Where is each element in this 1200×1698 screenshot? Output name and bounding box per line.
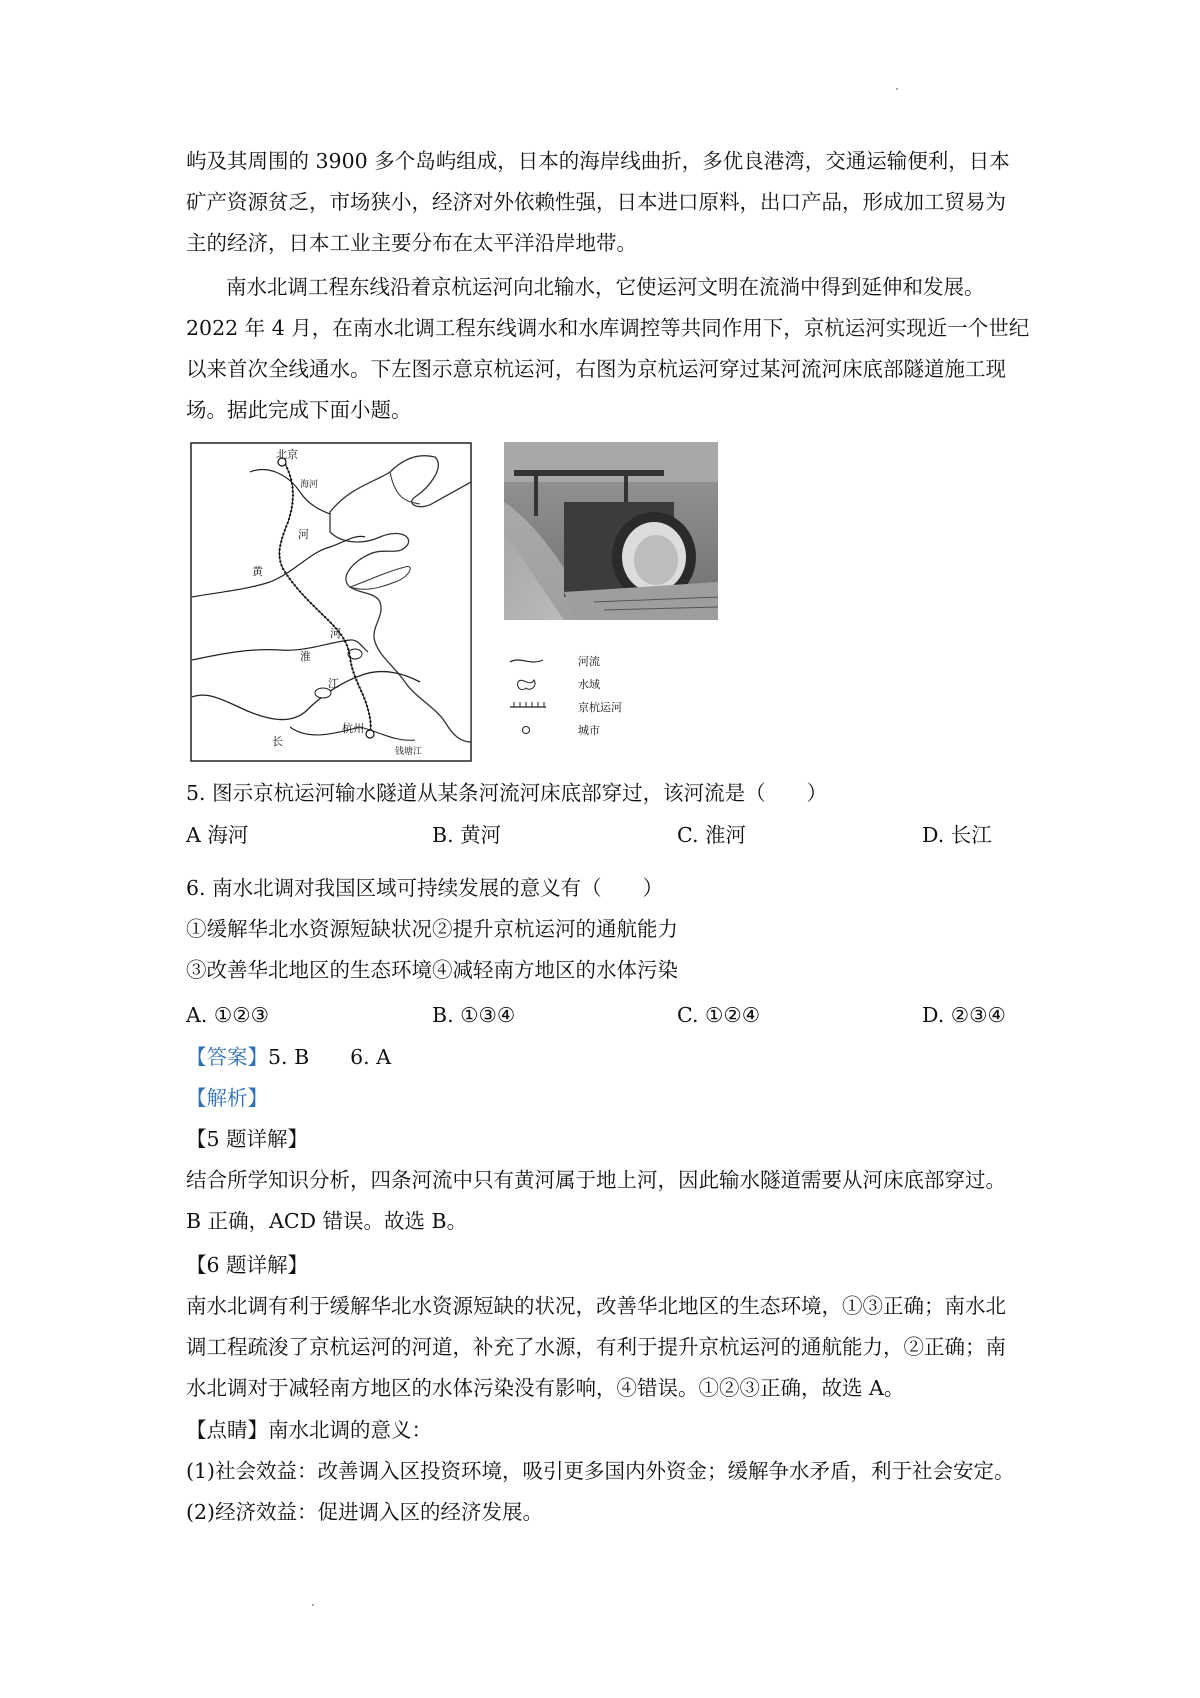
passage-line-1: 南水北调工程东线沿着京杭运河向北输水，它使运河文明在流淌中得到延伸和发展。 xyxy=(226,275,985,299)
map-label-he1: 河 xyxy=(298,528,309,541)
q6-item-1: ①缓解华北水资源短缺状况②提升京杭运河的通航能力 xyxy=(186,917,678,941)
q6-stem: 6. 南水北调对我国区域可持续发展的意义有（ ） xyxy=(186,876,664,900)
legend-river: 河流 xyxy=(578,655,600,668)
scan-speck xyxy=(896,88,898,90)
tip-line-1: (1)社会效益：改善调入区投资环境，吸引更多国内外资金；缓解争水矛盾，利于社会安定。 xyxy=(186,1459,1015,1483)
intro-line-3: 主的经济，日本工业主要分布在太平洋沿岸地带。 xyxy=(186,231,637,255)
q5-option-c: C. 淮河 xyxy=(677,823,746,847)
q5-option-b: B. 黄河 xyxy=(432,823,502,847)
d6-line-2: 调工程疏浚了京杭运河的河道，补充了水源，有利于提升京杭运河的通航能力，②正确；南 xyxy=(186,1335,1006,1359)
tip-line-2: (2)经济效益：促进调入区的经济发展。 xyxy=(186,1500,544,1524)
map-label-huang: 黄 xyxy=(252,565,263,578)
intro-line-2: 矿产资源贫乏，市场狭小，经济对外依赖性强，日本进口原料，出口产品，形成加工贸易为 xyxy=(186,190,1006,214)
passage-line-3: 以来首次全线通水。下左图示意京杭运河，右图为京杭运河穿过某河流河床底部隧道施工现 xyxy=(186,357,1006,381)
d6-title: 【6 题详解】 xyxy=(186,1253,309,1277)
map-label-qiantang: 钱塘江 xyxy=(395,747,423,757)
q6-item-2: ③改善华北地区的生态环境④减轻南方地区的水体污染 xyxy=(186,958,678,982)
legend-canal: 京杭运河 xyxy=(578,701,622,714)
tunnel-photo-svg xyxy=(504,442,718,620)
q6-option-c: C. ①②④ xyxy=(677,1003,761,1027)
legend-svg xyxy=(508,650,678,755)
q6-option-b: B. ①③④ xyxy=(432,1003,516,1027)
canal-map-svg xyxy=(190,442,472,762)
answer-line xyxy=(186,1042,1026,1072)
tunnel-photo xyxy=(504,442,718,620)
tip-title: 【点睛】南水北调的意义： xyxy=(186,1418,432,1442)
passage-line-2: 2022 年 4 月，在南水北调工程东线调水和水库调控等共同作用下，京杭运河实现近一个世纪 xyxy=(186,316,1030,340)
map-label-chang: 长 xyxy=(272,735,283,748)
scan-speck xyxy=(312,1604,314,1606)
answer-text: 5. B 6. A xyxy=(268,1045,392,1069)
q6-option-d: D. ②③④ xyxy=(922,1003,1006,1027)
q6-option-a: A. ①②③ xyxy=(186,1003,269,1027)
q5-option-a: A 海河 xyxy=(186,823,249,847)
d5-title: 【5 题详解】 xyxy=(186,1127,309,1151)
map-label-he2: 河 xyxy=(330,627,341,640)
d5-line-2: B 正确，ACD 错误。故选 B。 xyxy=(186,1209,468,1233)
intro-line-1: 屿及其周围的 3900 多个岛屿组成，日本的海岸线曲折，多优良港湾，交通运输便利，日本 xyxy=(186,149,1010,173)
q5-stem: 5. 图示京杭运河输水隧道从某条河流河床底部穿过，该河流是（ ） xyxy=(186,781,828,805)
map-label-huai: 淮 xyxy=(300,650,311,663)
answer-tag: 【答案】 xyxy=(186,1045,268,1069)
map-label-haihe: 海河 xyxy=(300,480,319,490)
d5-line-1: 结合所学知识分析，四条河流中只有黄河属于地上河，因此输水隧道需要从河床底部穿过。 xyxy=(186,1168,1006,1192)
legend-water: 水域 xyxy=(578,678,600,691)
map-legend xyxy=(508,650,678,755)
d6-line-1: 南水北调有利于缓解华北水资源短缺的状况，改善华北地区的生态环境，①③正确；南水北 xyxy=(186,1294,1006,1318)
map-label-hangzhou: 杭州 xyxy=(342,722,364,735)
canal-map xyxy=(190,442,472,762)
d6-line-3: 水北调对于减轻南方地区的水体污染没有影响，④错误。①②③正确，故选 A。 xyxy=(186,1376,905,1400)
map-label-jiang: 江 xyxy=(328,677,339,690)
legend-city: 城市 xyxy=(578,724,600,737)
passage-line-4: 场。据此完成下面小题。 xyxy=(186,398,412,422)
q5-option-d: D. 长江 xyxy=(922,823,992,847)
map-label-beijing: 北京 xyxy=(276,448,298,461)
analysis-tag: 【解析】 xyxy=(186,1086,268,1110)
